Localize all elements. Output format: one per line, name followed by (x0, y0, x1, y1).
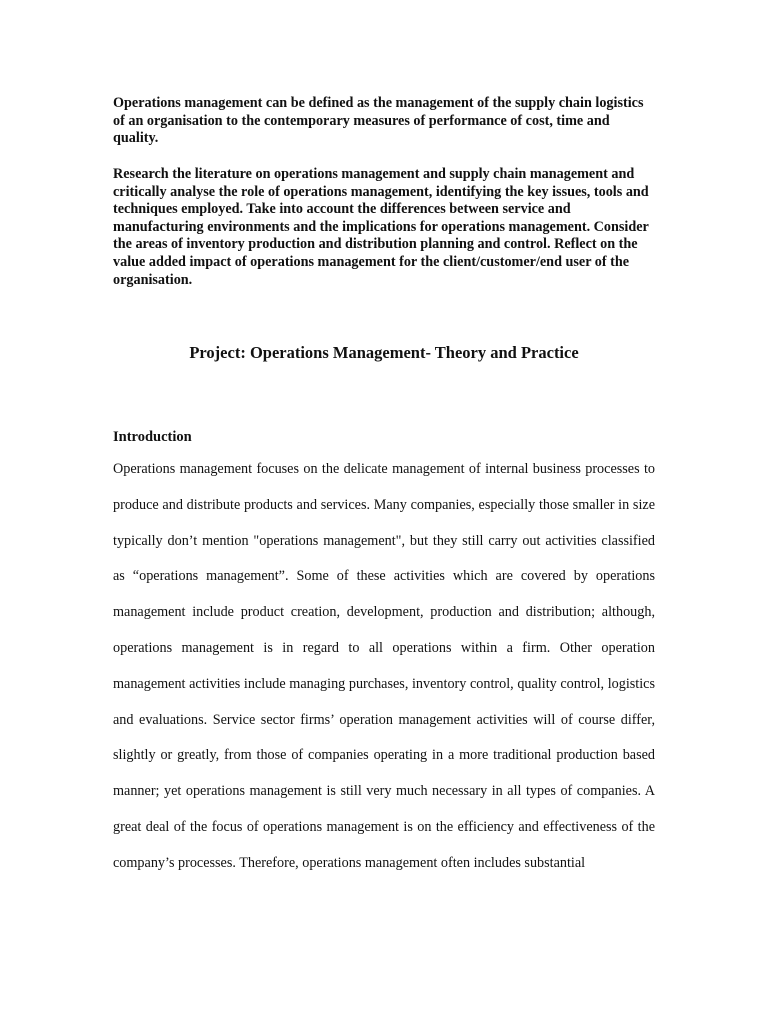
assignment-brief-paragraph: Research the literature on operations management and supply chain management and critically analyse the role of operations management, identifying the key issues, tools and techniques employed. Take into account the differences between service and manufacturing environments and the implications for operations management. Consider the areas of inventory production and distribution planning and control. Reflect on the value added impact of operations management for the client/customer/end user of the organisation. (113, 166, 649, 288)
project-title: Project: Operations Management- Theory and Practice (189, 343, 579, 362)
assignment-brief-paragraph: Operations management can be defined as the management of the supply chain logistics of an organisation to the contemporary measures of performance of cost, time and quality. (113, 95, 644, 147)
introduction-body-text: Operations management focuses on the delicate management of internal business processes to produce and distribute products and services. Many companies, especially those smaller in size typically don’t mention "operations management", but they still carry out activities classified as “operations management”. Some of these activities which are covered by operations management include product creation, development, production and distribution; although, operations management is in regard to all operations within a firm. Other operation management activities include managing purchases, inventory control, quality control, logistics and evaluations. Service sector firms’ operation management activities will of course differ, slightly or greatly, from those of companies operating in a more traditional production based manner; yet operations management is still very much necessary in all types of companies. A great deal of the focus of operations management is on the efficiency and effectiveness of the company’s processes. Therefore, operations management often includes substantial (113, 461, 655, 871)
section-heading-introduction: Introduction (113, 429, 192, 445)
